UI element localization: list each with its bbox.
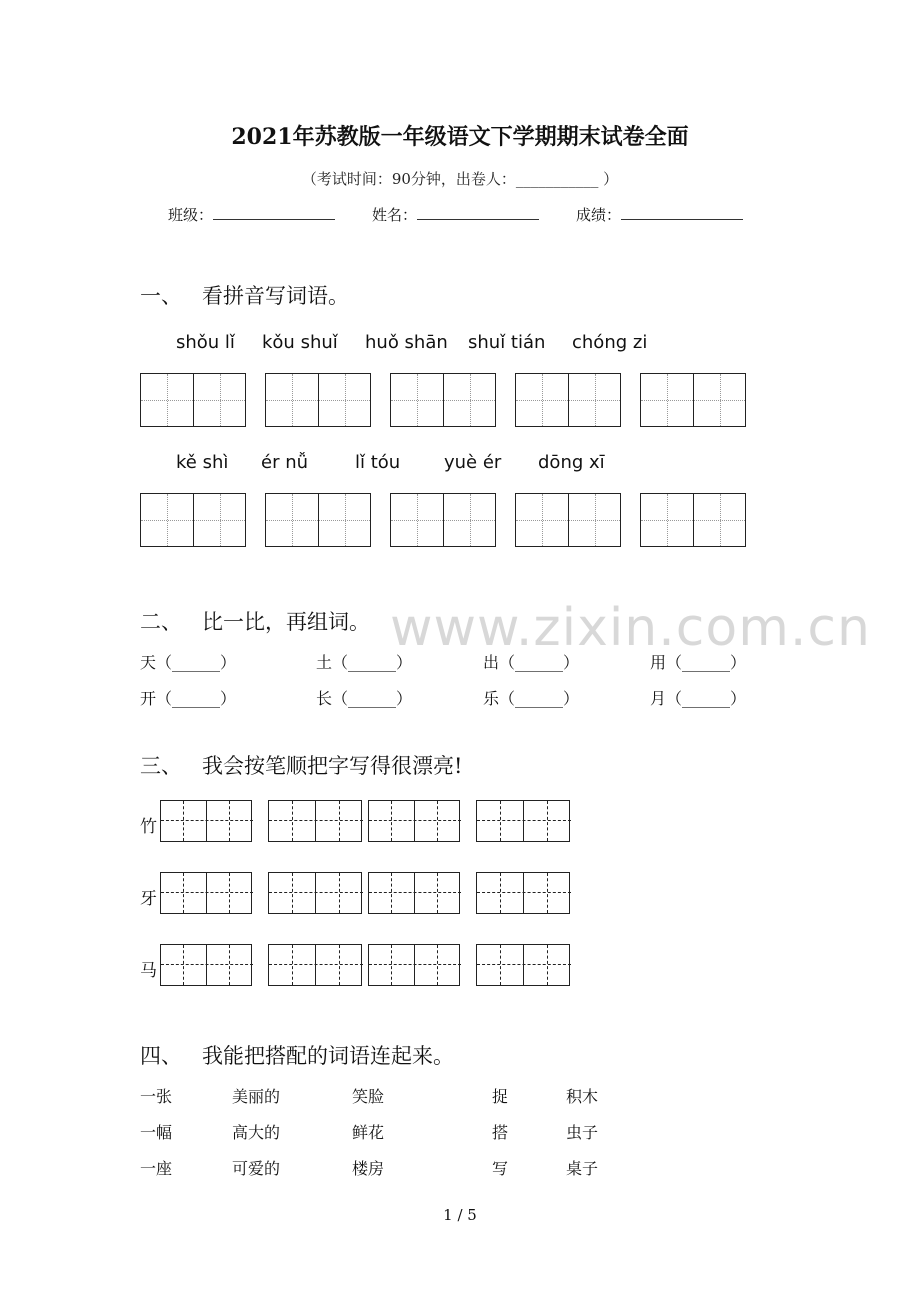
pinyin-item: kǒu shuǐ: [262, 332, 338, 353]
section-2-heading: [140, 606, 370, 636]
stroke-writing-box[interactable]: [476, 872, 570, 914]
compare-item[interactable]: 土（______）: [316, 653, 413, 672]
compare-item[interactable]: 用（______）: [650, 653, 747, 672]
section-1-title: 看拼音写词语。: [202, 284, 349, 308]
name-label: 姓名：: [372, 206, 418, 224]
pinyin-writing-box[interactable]: [265, 493, 371, 547]
stroke-writing-box[interactable]: [160, 800, 252, 842]
pinyin-writing-box[interactable]: [515, 493, 621, 547]
score-field: [576, 204, 743, 225]
section-1-number: 一、: [140, 284, 182, 308]
page-title: 2021年苏教版一年级语文下学期期末试卷全面: [231, 124, 689, 150]
compare-item[interactable]: 出（______）: [483, 653, 580, 672]
match-object[interactable]: 桌子: [566, 1159, 599, 1178]
match-adjective[interactable]: 高大的: [232, 1123, 281, 1142]
match-adjective[interactable]: 可爱的: [232, 1159, 281, 1178]
section-1-heading: [140, 280, 349, 310]
pinyin-item: kě shì: [176, 452, 229, 473]
stroke-writing-box[interactable]: [160, 944, 252, 986]
match-object[interactable]: 虫子: [566, 1123, 599, 1142]
stroke-writing-box[interactable]: [268, 944, 362, 986]
section-2-title: 比一比，再组词。: [202, 610, 370, 634]
section-2-number: 二、: [140, 610, 182, 634]
pinyin-item: huǒ shān: [365, 332, 448, 353]
pinyin-item: chóng zi: [572, 332, 648, 353]
page-number: 1 / 5: [443, 1206, 477, 1224]
pinyin-writing-box[interactable]: [515, 373, 621, 427]
match-noun[interactable]: 楼房: [352, 1159, 385, 1178]
name-field: [372, 204, 539, 225]
compare-item[interactable]: 开（______）: [140, 689, 237, 708]
match-noun[interactable]: 笑脸: [352, 1087, 385, 1106]
write-char-label: 竹: [140, 817, 157, 837]
match-verb[interactable]: 捉: [492, 1087, 509, 1106]
watermark: www.zixin.com.cn: [390, 598, 871, 658]
stroke-writing-box[interactable]: [368, 800, 460, 842]
stroke-writing-box[interactable]: [268, 800, 362, 842]
pinyin-writing-box[interactable]: [265, 373, 371, 427]
compare-item[interactable]: 月（______）: [650, 689, 747, 708]
section-4-number: 四、: [140, 1044, 182, 1068]
stroke-writing-box[interactable]: [368, 944, 460, 986]
pinyin-item: ér nǚ: [261, 452, 309, 473]
stroke-writing-box[interactable]: [160, 872, 252, 914]
score-label: 成绩：: [576, 206, 622, 224]
stroke-writing-box[interactable]: [476, 944, 570, 986]
exam-subtitle: （考试时间：90分钟，出卷人：___________ ）: [301, 170, 619, 188]
pinyin-item: yuè ér: [444, 452, 502, 473]
compare-item[interactable]: 天（______）: [140, 653, 237, 672]
match-adjective[interactable]: 美丽的: [232, 1087, 281, 1106]
match-quantifier[interactable]: 一座: [140, 1159, 173, 1178]
match-quantifier[interactable]: 一张: [140, 1087, 173, 1106]
pinyin-item: shuǐ tián: [468, 332, 546, 353]
match-noun[interactable]: 鲜花: [352, 1123, 385, 1142]
stroke-writing-box[interactable]: [268, 872, 362, 914]
compare-item[interactable]: 长（______）: [316, 689, 413, 708]
section-4-title: 我能把搭配的词语连起来。: [202, 1044, 454, 1068]
pinyin-writing-box[interactable]: [140, 493, 246, 547]
match-verb[interactable]: 写: [492, 1159, 509, 1178]
stroke-writing-box[interactable]: [368, 872, 460, 914]
pinyin-item: shǒu lǐ: [176, 332, 235, 353]
section-3-heading: [140, 750, 462, 780]
write-char-label: 马: [140, 961, 157, 981]
pinyin-writing-box[interactable]: [640, 373, 746, 427]
pinyin-writing-box[interactable]: [140, 373, 246, 427]
class-label: 班级：: [168, 206, 214, 224]
pinyin-item: dōng xī: [538, 452, 605, 473]
class-field: [168, 204, 335, 225]
pinyin-item: lǐ tóu: [355, 452, 401, 473]
match-object[interactable]: 积木: [566, 1087, 599, 1106]
pinyin-writing-box[interactable]: [640, 493, 746, 547]
stroke-writing-box[interactable]: [476, 800, 570, 842]
section-4-heading: [140, 1040, 454, 1070]
compare-item[interactable]: 乐（______）: [483, 689, 580, 708]
section-3-number: 三、: [140, 754, 182, 778]
pinyin-writing-box[interactable]: [390, 373, 496, 427]
pinyin-writing-box[interactable]: [390, 493, 496, 547]
write-char-label: 牙: [140, 889, 157, 909]
match-verb[interactable]: 搭: [492, 1123, 509, 1142]
section-3-title: 我会按笔顺把字写得很漂亮!: [202, 754, 463, 778]
match-quantifier[interactable]: 一幅: [140, 1123, 173, 1142]
